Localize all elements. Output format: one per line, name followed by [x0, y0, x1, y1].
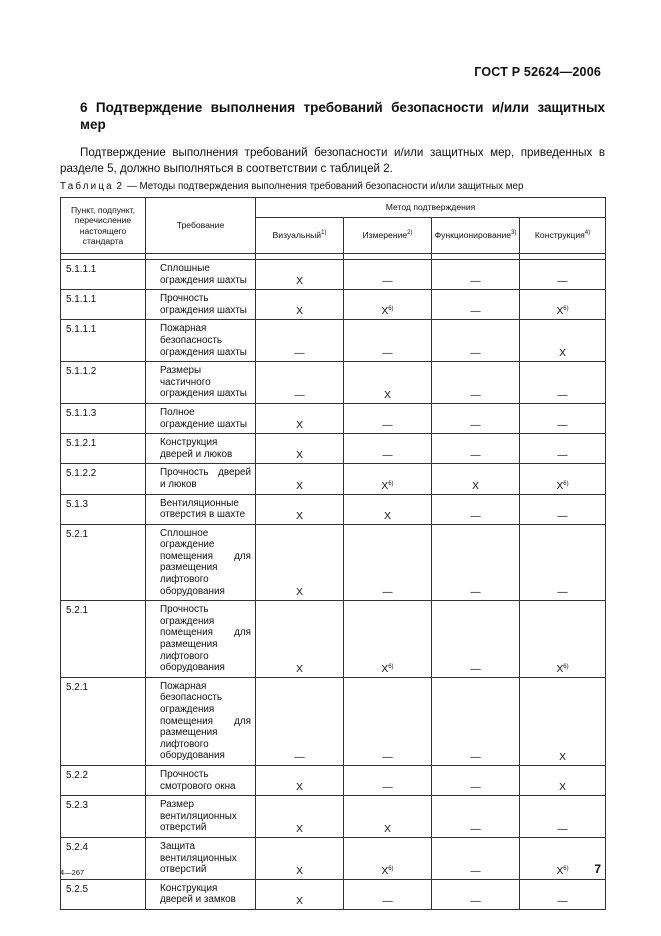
row-method-mark — [344, 601, 432, 678]
header-method-label: Визуальный — [272, 230, 322, 241]
mark-note: 6) — [388, 865, 394, 872]
section-title: 6 Подтверждение выполнения требований безопасности и/или защитных мер — [80, 100, 605, 132]
row-method-mark — [344, 879, 432, 909]
table-row — [61, 677, 606, 765]
row-method-mark — [432, 837, 520, 879]
row-method-mark — [256, 524, 344, 601]
table-row — [61, 320, 606, 362]
mark-value: — — [557, 895, 568, 907]
mark-note: 6) — [563, 306, 569, 313]
table-caption-text: — Методы подтверждения выполнения требований безопасности и/или защитных мер — [126, 181, 524, 192]
mark-value: X — [556, 480, 564, 492]
mark-value: — — [382, 420, 393, 432]
table-row — [61, 601, 606, 678]
mark-value: — — [557, 587, 568, 599]
row-method-mark — [520, 677, 606, 765]
header-method-note: 2) — [407, 230, 413, 237]
row-method-mark — [432, 320, 520, 362]
mark-value: — — [557, 510, 568, 522]
row-method-mark — [520, 765, 606, 795]
row-requirement: Вентиляционные отверстия в шахте — [146, 494, 256, 524]
row-method-mark — [432, 403, 520, 433]
row-point: 5.1.3 — [61, 494, 146, 524]
mark-value: — — [470, 306, 481, 318]
mark-note: 6) — [388, 306, 394, 313]
header-method-label: Конструкция — [534, 230, 585, 241]
row-method-mark — [344, 765, 432, 795]
table-row — [61, 464, 606, 494]
mark-value: — — [470, 348, 481, 360]
mark-value: — — [382, 751, 393, 763]
row-method-mark — [520, 796, 606, 838]
row-method-mark — [432, 260, 520, 290]
table-row — [61, 879, 606, 909]
table-caption — [60, 181, 620, 192]
row-method-mark — [256, 677, 344, 765]
mark-value: X — [296, 420, 303, 432]
mark-value: — — [470, 751, 481, 763]
header-method-2 — [432, 218, 520, 254]
mark-value: — — [470, 663, 481, 675]
row-requirement: Прочность ограждения помещения для размещения лифтового оборудования — [146, 601, 256, 678]
row-method-mark — [520, 403, 606, 433]
row-requirement: Прочность смотрового окна — [146, 765, 256, 795]
mark-value: X — [556, 865, 564, 877]
row-method-mark — [344, 796, 432, 838]
row-point: 5.1.2.2 — [61, 464, 146, 494]
header-method-note: 4) — [584, 230, 591, 237]
row-method-mark — [344, 434, 432, 464]
row-method-mark — [344, 524, 432, 601]
row-method-mark — [520, 879, 606, 909]
mark-value: — — [382, 276, 393, 288]
mark-value: X — [296, 823, 303, 835]
row-requirement: Полное ограждение шахты — [146, 403, 256, 433]
row-method-mark — [520, 494, 606, 524]
table-row — [61, 434, 606, 464]
row-requirement: Сплошное ограждение помещения для размещения лифтового оборудования — [146, 524, 256, 601]
mark-value: — — [470, 450, 481, 462]
mark-value: — — [557, 823, 568, 835]
table-row — [61, 403, 606, 433]
row-point: 5.2.1 — [61, 524, 146, 601]
row-requirement: Сплошные ограждения шахты — [146, 260, 256, 290]
mark-value: — — [294, 389, 305, 401]
row-point: 5.2.2 — [61, 765, 146, 795]
table-caption-number: 2 — [116, 181, 125, 192]
row-method-mark — [432, 796, 520, 838]
table-row — [61, 837, 606, 879]
mark-value: — — [470, 587, 481, 599]
row-method-mark — [344, 677, 432, 765]
mark-value: X — [472, 480, 479, 492]
row-method-mark — [344, 494, 432, 524]
mark-value: — — [557, 420, 568, 432]
row-method-mark — [432, 434, 520, 464]
header-method-note: 1) — [321, 230, 327, 237]
row-requirement: Конструкция дверей и замков — [146, 879, 256, 909]
methods-table — [60, 197, 606, 910]
mark-value: — — [557, 276, 568, 288]
table-row — [61, 290, 606, 320]
header-point: Пункт, подпункт, перечисление настоящего стандарта — [61, 198, 146, 254]
mark-note: 6) — [388, 663, 394, 670]
mark-value: X — [384, 823, 391, 835]
row-point: 5.1.1.1 — [61, 290, 146, 320]
mark-value: X — [381, 663, 389, 675]
mark-value: — — [470, 865, 481, 877]
row-method-mark — [256, 879, 344, 909]
mark-value: — — [470, 782, 481, 794]
mark-value: — — [382, 450, 393, 462]
row-method-mark — [432, 765, 520, 795]
standard-code: ГОСТ Р 52624—2006 — [474, 65, 601, 79]
row-method-mark — [432, 879, 520, 909]
mark-value: — — [470, 420, 481, 432]
row-method-mark — [256, 765, 344, 795]
mark-value: — — [470, 823, 481, 835]
table-row — [61, 260, 606, 290]
row-requirement: Прочность ограждения шахты — [146, 290, 256, 320]
row-method-mark — [432, 464, 520, 494]
row-method-mark — [520, 464, 606, 494]
row-requirement: Пожарная безопасность ограждения помещения для размещения лифтового оборудования — [146, 677, 256, 765]
header-method-group: Метод подтверждения — [256, 198, 606, 218]
header-method-note: 3) — [511, 230, 517, 237]
row-point: 5.2.1 — [61, 601, 146, 678]
row-method-mark — [256, 837, 344, 879]
mark-value: X — [556, 663, 564, 675]
row-method-mark — [256, 601, 344, 678]
row-requirement: Пожарная безопасность ограждения шахты — [146, 320, 256, 362]
mark-note: 6) — [563, 480, 569, 487]
mark-value: X — [296, 510, 303, 522]
row-method-mark — [520, 260, 606, 290]
row-method-mark — [520, 320, 606, 362]
mark-value: X — [296, 663, 303, 675]
mark-value: — — [470, 510, 481, 522]
mark-value: X — [296, 450, 303, 462]
table-caption-word: Таблица — [60, 181, 114, 192]
row-requirement: Размер вентиляционных отверстий — [146, 796, 256, 838]
table-row — [61, 765, 606, 795]
row-method-mark — [344, 320, 432, 362]
row-method-mark — [520, 601, 606, 678]
mark-value: — — [470, 389, 481, 401]
mark-value: — — [470, 276, 481, 288]
mark-value: X — [381, 480, 389, 492]
row-requirement: Конструкция дверей и люков — [146, 434, 256, 464]
mark-value: X — [556, 306, 564, 318]
row-method-mark — [432, 677, 520, 765]
mark-value: X — [296, 587, 303, 599]
row-method-mark — [520, 290, 606, 320]
row-method-mark — [520, 524, 606, 601]
row-requirement: Прочность дверей и люков — [146, 464, 256, 494]
mark-value: — — [294, 348, 305, 360]
row-point: 5.1.1.2 — [61, 362, 146, 404]
row-method-mark — [256, 320, 344, 362]
row-method-mark — [520, 362, 606, 404]
row-method-mark — [432, 601, 520, 678]
row-point: 5.1.1.1 — [61, 260, 146, 290]
table-row — [61, 524, 606, 601]
row-point: 5.2.5 — [61, 879, 146, 909]
table-row — [61, 362, 606, 404]
row-point: 5.2.1 — [61, 677, 146, 765]
row-method-mark — [432, 524, 520, 601]
mark-note: 6) — [563, 865, 569, 872]
header-method-1 — [344, 218, 432, 254]
row-method-mark — [256, 796, 344, 838]
row-method-mark — [432, 290, 520, 320]
intro-paragraph: Подтверждение выполнения требований безопасности и/или защитных мер, приведенных в разделе 5, должно выполняться в соответствии с таблицей 2. — [60, 146, 605, 175]
mark-value: — — [557, 450, 568, 462]
mark-note: 6) — [388, 480, 394, 487]
mark-value: X — [296, 895, 303, 907]
mark-value: X — [296, 276, 303, 288]
row-method-mark — [256, 494, 344, 524]
row-requirement: Размеры частичного ограждения шахты — [146, 362, 256, 404]
mark-value: X — [381, 865, 389, 877]
mark-value: — — [470, 895, 481, 907]
header-requirement: Требование — [146, 198, 256, 254]
row-point: 5.2.4 — [61, 837, 146, 879]
mark-value: X — [559, 348, 566, 360]
row-method-mark — [256, 260, 344, 290]
row-method-mark — [256, 362, 344, 404]
row-point: 5.2.3 — [61, 796, 146, 838]
row-method-mark — [520, 434, 606, 464]
mark-value: — — [382, 348, 393, 360]
mark-note: 6) — [563, 663, 569, 670]
mark-value: — — [557, 389, 568, 401]
row-method-mark — [520, 837, 606, 879]
row-method-mark — [256, 403, 344, 433]
row-method-mark — [432, 362, 520, 404]
row-method-mark — [256, 434, 344, 464]
mark-value: X — [296, 480, 303, 492]
header-method-label: Функционирование — [434, 230, 512, 241]
header-method-0 — [256, 218, 344, 254]
row-point: 5.1.2.1 — [61, 434, 146, 464]
row-method-mark — [256, 464, 344, 494]
mark-value: X — [384, 510, 391, 522]
mark-value: X — [296, 306, 303, 318]
mark-value: X — [384, 389, 391, 401]
sheet-code: 4—267 — [60, 868, 85, 877]
mark-value: X — [296, 865, 303, 877]
header-method-label: Измерение — [362, 230, 408, 241]
table-row — [61, 796, 606, 838]
mark-value: — — [382, 782, 393, 794]
header-method-3 — [520, 218, 606, 254]
row-point: 5.1.1.1 — [61, 320, 146, 362]
mark-value: — — [382, 895, 393, 907]
row-method-mark — [344, 260, 432, 290]
row-method-mark — [344, 464, 432, 494]
row-method-mark — [344, 403, 432, 433]
mark-value: X — [559, 751, 566, 763]
page-number: 7 — [594, 862, 601, 876]
row-requirement: Защита вентиляционных отверстий — [146, 837, 256, 879]
row-point: 5.1.1.3 — [61, 403, 146, 433]
row-method-mark — [432, 494, 520, 524]
row-method-mark — [344, 837, 432, 879]
mark-value: — — [382, 587, 393, 599]
mark-value: X — [559, 782, 566, 794]
row-method-mark — [344, 290, 432, 320]
mark-value: — — [294, 751, 305, 763]
row-method-mark — [344, 362, 432, 404]
mark-value: X — [296, 782, 303, 794]
row-method-mark — [256, 290, 344, 320]
mark-value: X — [381, 306, 389, 318]
table-row — [61, 494, 606, 524]
